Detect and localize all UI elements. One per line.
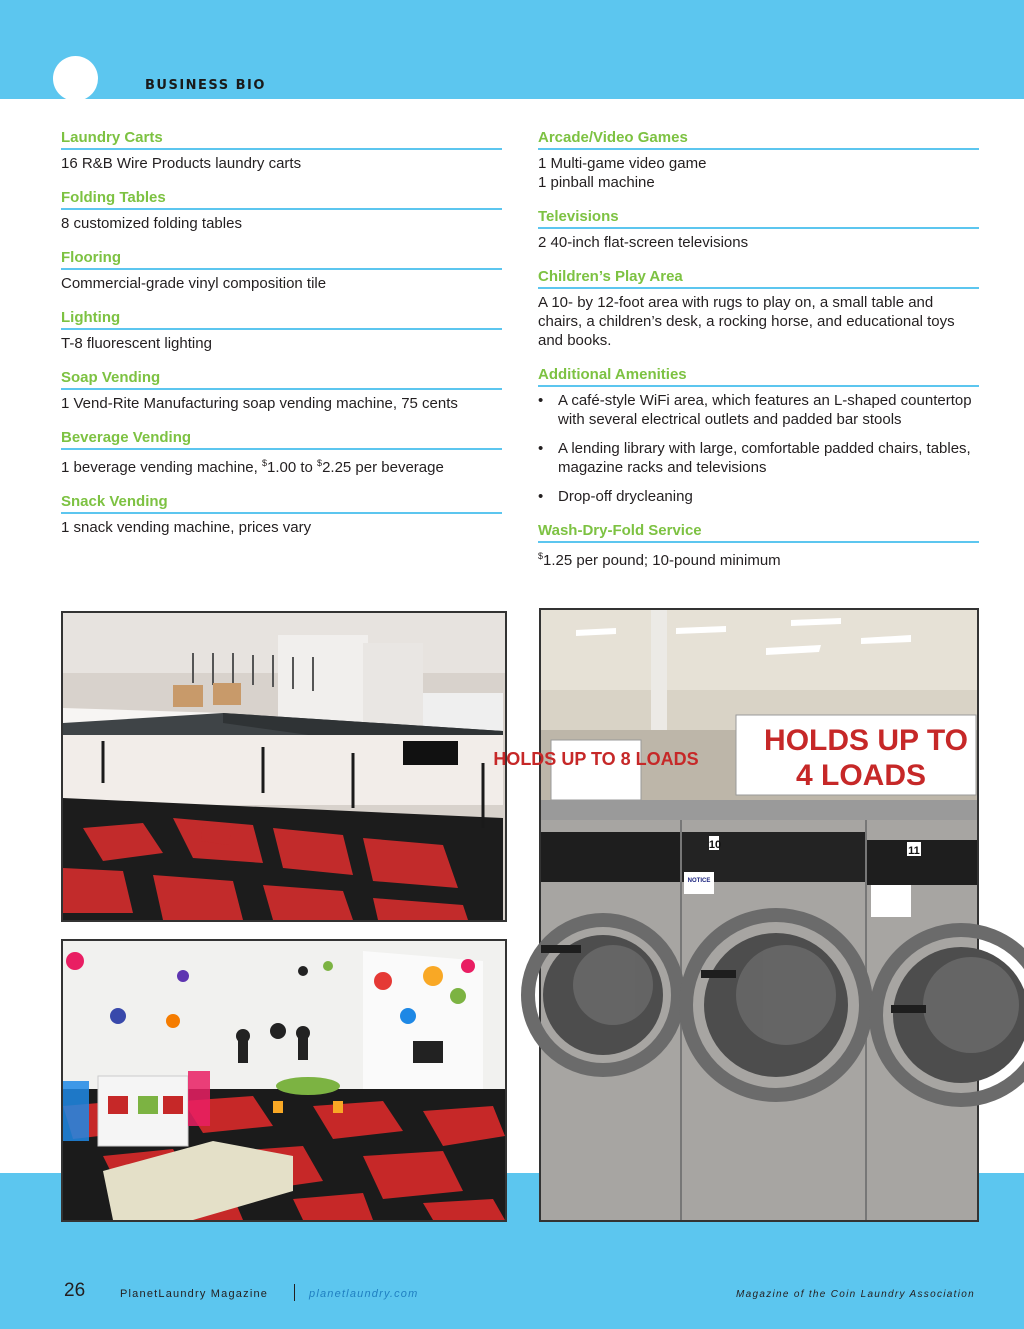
- spec-snack-vending: [61, 492, 502, 537]
- spec-text-part: 2.25 per beverage: [322, 459, 444, 476]
- spec-wash-dry-fold: [538, 521, 979, 570]
- spec-heading: Wash-Dry-Fold Service: [538, 521, 979, 543]
- notice-label: NOTICE: [687, 878, 711, 884]
- list-item: • Drop-off drycleaning: [538, 487, 979, 506]
- spec-text: T-8 fluorescent lighting: [61, 335, 212, 352]
- washers-image: [493, 610, 977, 1220]
- washer-sign-right-line2: 4 LOADS: [795, 759, 927, 792]
- spec-text: 2 40-inch flat-screen televisions: [538, 234, 749, 251]
- spec-text: Commercial-grade vinyl composition tile: [61, 275, 327, 292]
- spec-heading: Televisions: [538, 207, 979, 229]
- magazine-name: PlanetLaundry Magazine: [120, 1288, 269, 1300]
- spec-text: [61, 454, 502, 477]
- spec-heading: Children’s Play Area: [538, 267, 979, 289]
- association-tagline: Magazine of the Coin Laundry Association: [736, 1289, 975, 1300]
- play-area-image: [63, 941, 505, 1220]
- spec-text: 1 pinball machine: [538, 174, 655, 191]
- folding-counter-image: [63, 613, 505, 920]
- dollar-sign: $: [261, 458, 267, 468]
- left-column: [61, 128, 502, 552]
- spec-heading: Flooring: [61, 248, 502, 270]
- amenities-list: [538, 391, 979, 506]
- header-circle-decoration: [53, 56, 98, 101]
- spec-text: 1 snack vending machine, prices vary: [61, 519, 312, 536]
- spec-text: A 10- by 12-foot area with rugs to play on, a small table and chairs, a children’s desk, a rocking horse, and educational toys and books.: [538, 294, 955, 349]
- page-number: 26: [64, 1280, 86, 1301]
- washer-sign-left-line1: HOLDS UP TO 8 LOADS: [493, 749, 699, 769]
- spec-beverage-vending: [61, 428, 502, 477]
- magazine-url[interactable]: planetlaundry.com: [309, 1288, 419, 1300]
- dollar-sign: $: [317, 458, 323, 468]
- washer-number-10: 10: [708, 839, 722, 851]
- spec-heading: Snack Vending: [61, 492, 502, 514]
- spec-text: [538, 547, 979, 570]
- spec-flooring: [61, 248, 502, 293]
- photo-play-area: [61, 939, 507, 1222]
- spec-amenities: [538, 365, 979, 506]
- spec-heading: Soap Vending: [61, 368, 502, 390]
- photo-washers: [493, 608, 979, 1222]
- spec-arcade: [538, 128, 979, 192]
- photo-folding-counter: [61, 611, 507, 922]
- spec-text: 1 Vend-Rite Manufacturing soap vending machine, 75 cents: [61, 395, 458, 412]
- spec-text-part: 1.00 to: [267, 459, 318, 476]
- spec-heading: Arcade/Video Games: [538, 128, 979, 150]
- spec-heading: Laundry Carts: [61, 128, 502, 150]
- spec-text-part: 1.25 per pound; 10-pound minimum: [543, 552, 781, 569]
- spec-heading: Additional Amenities: [538, 365, 979, 387]
- spec-text: 1 Multi-game video game: [538, 155, 707, 172]
- spec-text: 8 customized folding tables: [61, 215, 242, 232]
- washer-sign-right-line1: HOLDS UP TO: [764, 724, 968, 757]
- list-item: • A lending library with large, comfortable padded chairs, tables, magazine racks and televisions: [538, 439, 979, 477]
- spec-text-part: 1 beverage vending machine,: [61, 459, 262, 476]
- spec-heading: Folding Tables: [61, 188, 502, 210]
- spec-heading: Beverage Vending: [61, 428, 502, 450]
- spec-laundry-carts: [61, 128, 502, 173]
- spec-soap-vending: [61, 368, 502, 413]
- list-item: • A café-style WiFi area, which features an L-shaped countertop with several electrical outlets and padded bar stools: [538, 391, 979, 429]
- section-title: BUSINESS BIO: [145, 78, 266, 93]
- dollar-sign: $: [538, 551, 544, 561]
- spec-folding-tables: [61, 188, 502, 233]
- spec-heading: Lighting: [61, 308, 502, 330]
- washer-number-11: 11: [908, 845, 920, 857]
- right-column: [538, 128, 979, 585]
- spec-lighting: [61, 308, 502, 353]
- footer-divider: [294, 1284, 295, 1301]
- spec-televisions: [538, 207, 979, 252]
- spec-text: 16 R&B Wire Products laundry carts: [61, 155, 302, 172]
- spec-play-area: [538, 267, 979, 350]
